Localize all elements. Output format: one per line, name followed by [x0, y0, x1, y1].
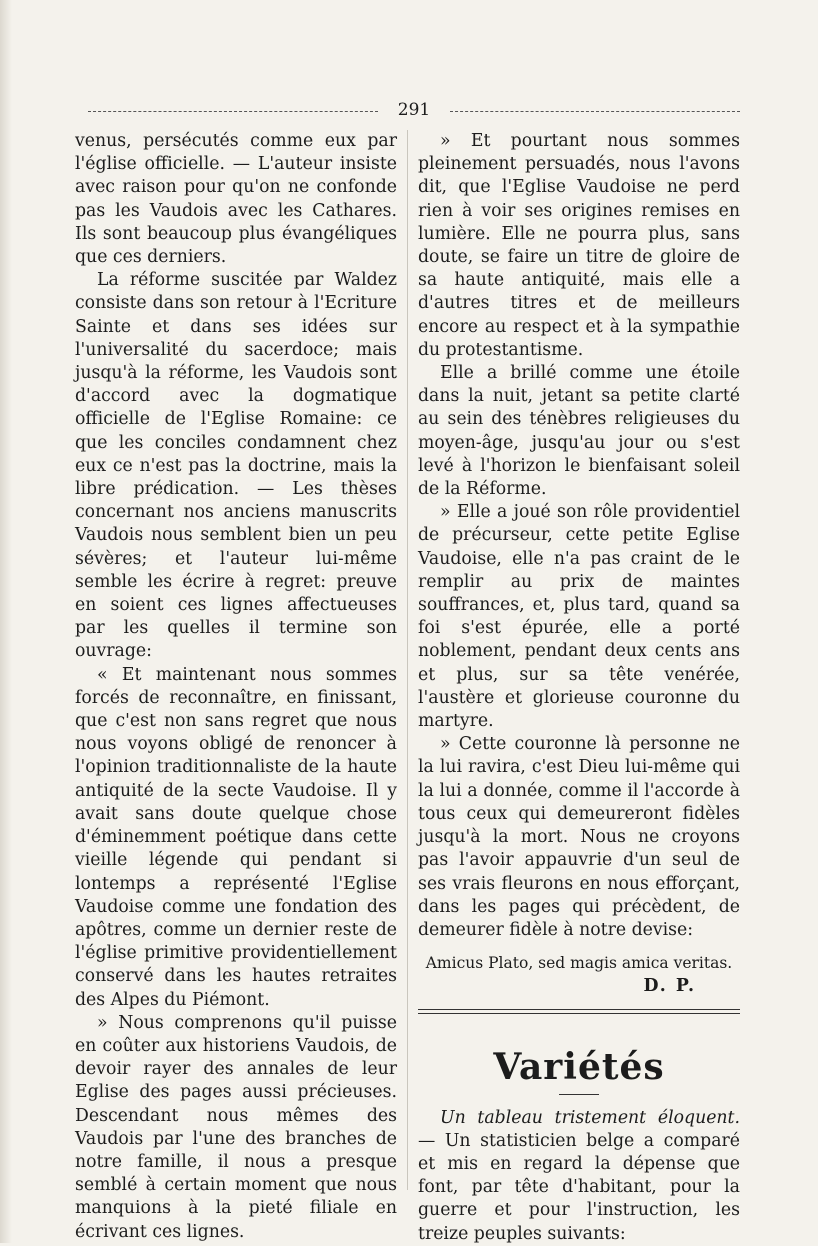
- paragraph: » Cette couronne là personne ne la lui ravira, c'est Dieu lui-même qui la lui a donnée, comme il l'accorde à tous ceux qui demeureront fidèles jusqu'à la mort. Nous ne croyons pas l'avoir appauvrie d'un seul de ses vrais fleurons en nous efforçant, dans les pages qui précèdent, de demeurer fidèle à notre devise:: [418, 734, 740, 940]
- right-column: [418, 130, 740, 1246]
- header-rule-right: [450, 111, 740, 112]
- paragraph: La réforme suscitée par Waldez consiste dans son retour à l'Ecriture Sainte et dans ses idées sur l'universalité du sacerdoce; mais jusqu'à la réforme, les Vaudois sont d'accord avec la dogmatique officielle de l'Eglise Romaine: ce que les conciles condamnent chez eux ce n'est pas la doctrine, mais la libre prédication. — Les thèses concernant nos anciens manuscrits Vaudois nous semblent bien un peu sévères; et l'auteur lui-même semble les écrire à regret: preuve en soient ces lignes affectueuses par les quelles il termine son ouvrage:: [75, 270, 397, 662]
- left-column: [75, 130, 397, 1244]
- paragraph: » Nous comprenons qu'il puisse en coûter aux historiens Vaudois, de devoir rayer des annales de leur Eglise des pages aussi précieuses. Descendant nous mêmes des Vaudois par l'une des branches de notre famille, il nous a presque semblé à certain moment que nous manquions à la pieté filiale en écrivant ces lignes.: [75, 1012, 397, 1242]
- title-underline: [559, 1094, 599, 1095]
- page-edge-shadow: [0, 0, 12, 1243]
- article-title: Un tableau tristement éloquent.: [440, 1107, 740, 1128]
- page-header: [88, 100, 740, 120]
- motto-quote: Amicus Plato, sed magis amica veritas.: [425, 954, 733, 973]
- paragraph: » Et pourtant nous sommes pleinement persuadés, nous l'avons dit, que l'Eglise Vaudoise ne perd rien à voir ses origines remises en lumière. Elle ne pourra plus, sans doute, se faire un titre de gloire de sa haute antiquité, mais elle a d'autres titres et de meilleurs encore au respect et à la sympathie du protestantisme.: [418, 131, 740, 360]
- paragraph: » Elle a joué son rôle providentiel de précurseur, cette petite Eglise Vaudoise, elle n'a pas craint de le remplir au prix de maintes souffrances, et, plus tard, quand sa foi s'est épurée, elle a porté noblement, pendant deux cents ans et plus, sur sa tête venérée, l'austère et glorieuse couronne du martyre.: [418, 502, 740, 732]
- article-paragraph: [418, 1107, 740, 1246]
- paragraph: Elle a brillé comme une étoile dans la nuit, jetant sa petite clarté au sein des ténèbres religieuses du moyen-âge, jusqu'au jour ou s'est levé à l'horizon le bienfaisant soleil de la Réforme.: [418, 363, 740, 500]
- section-rule: [418, 1009, 740, 1014]
- signature: D. P.: [643, 976, 696, 997]
- section-title: Variétés: [493, 1045, 665, 1088]
- header-rule-left: [88, 111, 378, 112]
- page-number: 291: [397, 100, 431, 120]
- article-body: Un statisticien belge a comparé et mis en regard la dépense que font, par tête d'habitant, pour la guerre et pour l'instruction, les treize peuples suivants:: [418, 1130, 740, 1244]
- article-dash: —: [418, 1130, 445, 1151]
- paragraph: venus, persécutés comme eux par l'église officielle. — L'auteur insiste avec raison pour qu'on ne confonde pas les Vaudois avec les Cathares. Ils sont beaucoup plus évangéliques que ces derniers.: [75, 131, 397, 268]
- column-divider: [407, 130, 408, 1190]
- paragraph: « Et maintenant nous sommes forcés de reconnaître, en finissant, que c'est non sans regret que nous nous voyons obligé de renoncer à l'opinion traditionnaliste de la haute antiquité de la secte Vaudoise. Il y avait sans doute quelque chose d'éminemment poétique dans cette vieille légende qui pendant si lontemps a représenté l'Eglise Vaudoise comme une fondation des apôtres, comme un dernier reste de l'église primitive providentiellement conservé dans les hautes retraites des Alpes du Piémont.: [75, 664, 397, 1010]
